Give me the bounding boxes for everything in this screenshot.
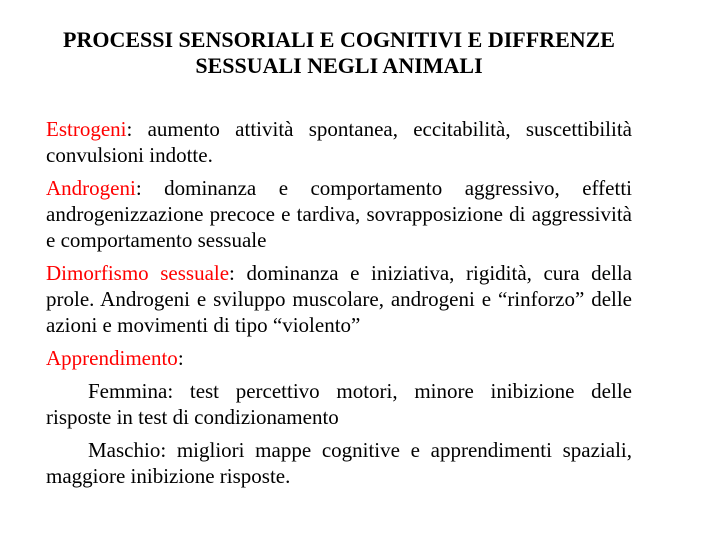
paragraph-androgeni: [46, 175, 632, 253]
slide-title-line-2: SESSUALI NEGLI ANIMALI: [195, 53, 483, 78]
paragraph-femmina: [46, 378, 632, 430]
paragraph-text: : aumento attività spontanea, eccitabilità, suscettibilità convulsioni indotte.: [46, 117, 632, 167]
paragraph-text: : dominanza e comportamento aggressivo, effetti androgenizzazione precoce e tardiva, sovrapposizione di aggressività e comportamento sessuale: [46, 176, 632, 252]
paragraph-keyword: Apprendimento: [46, 346, 178, 370]
paragraph-apprendimento: [46, 345, 632, 371]
paragraph-text: Femmina: test percettivo motori, minore inibizione delle risposte in test di condizionamento: [46, 379, 632, 429]
paragraph-keyword: Dimorfismo sessuale: [46, 261, 230, 285]
slide-title-line-1: PROCESSI SENSORIALI E COGNITIVI E DIFFRENZE: [63, 27, 615, 52]
paragraph-text: : dominanza e iniziativa, rigidità, cura della prole. Androgeni e sviluppo muscolare, androgeni e “rinforzo” delle azioni e movimenti di tipo “violento”: [46, 261, 632, 337]
paragraph-dimorfismo-sessuale: [46, 260, 632, 338]
paragraph-estrogeni: [46, 116, 632, 168]
paragraph-text: Maschio: migliori mappe cognitive e apprendimenti spaziali, maggiore inibizione risposte.: [46, 438, 632, 488]
paragraph-maschio: [46, 437, 632, 489]
paragraph-text: :: [177, 346, 184, 370]
slide-body: [46, 116, 632, 496]
slide-title: [19, 27, 659, 79]
paragraph-keyword: Estrogeni: [46, 117, 127, 141]
paragraph-keyword: Androgeni: [46, 176, 136, 200]
